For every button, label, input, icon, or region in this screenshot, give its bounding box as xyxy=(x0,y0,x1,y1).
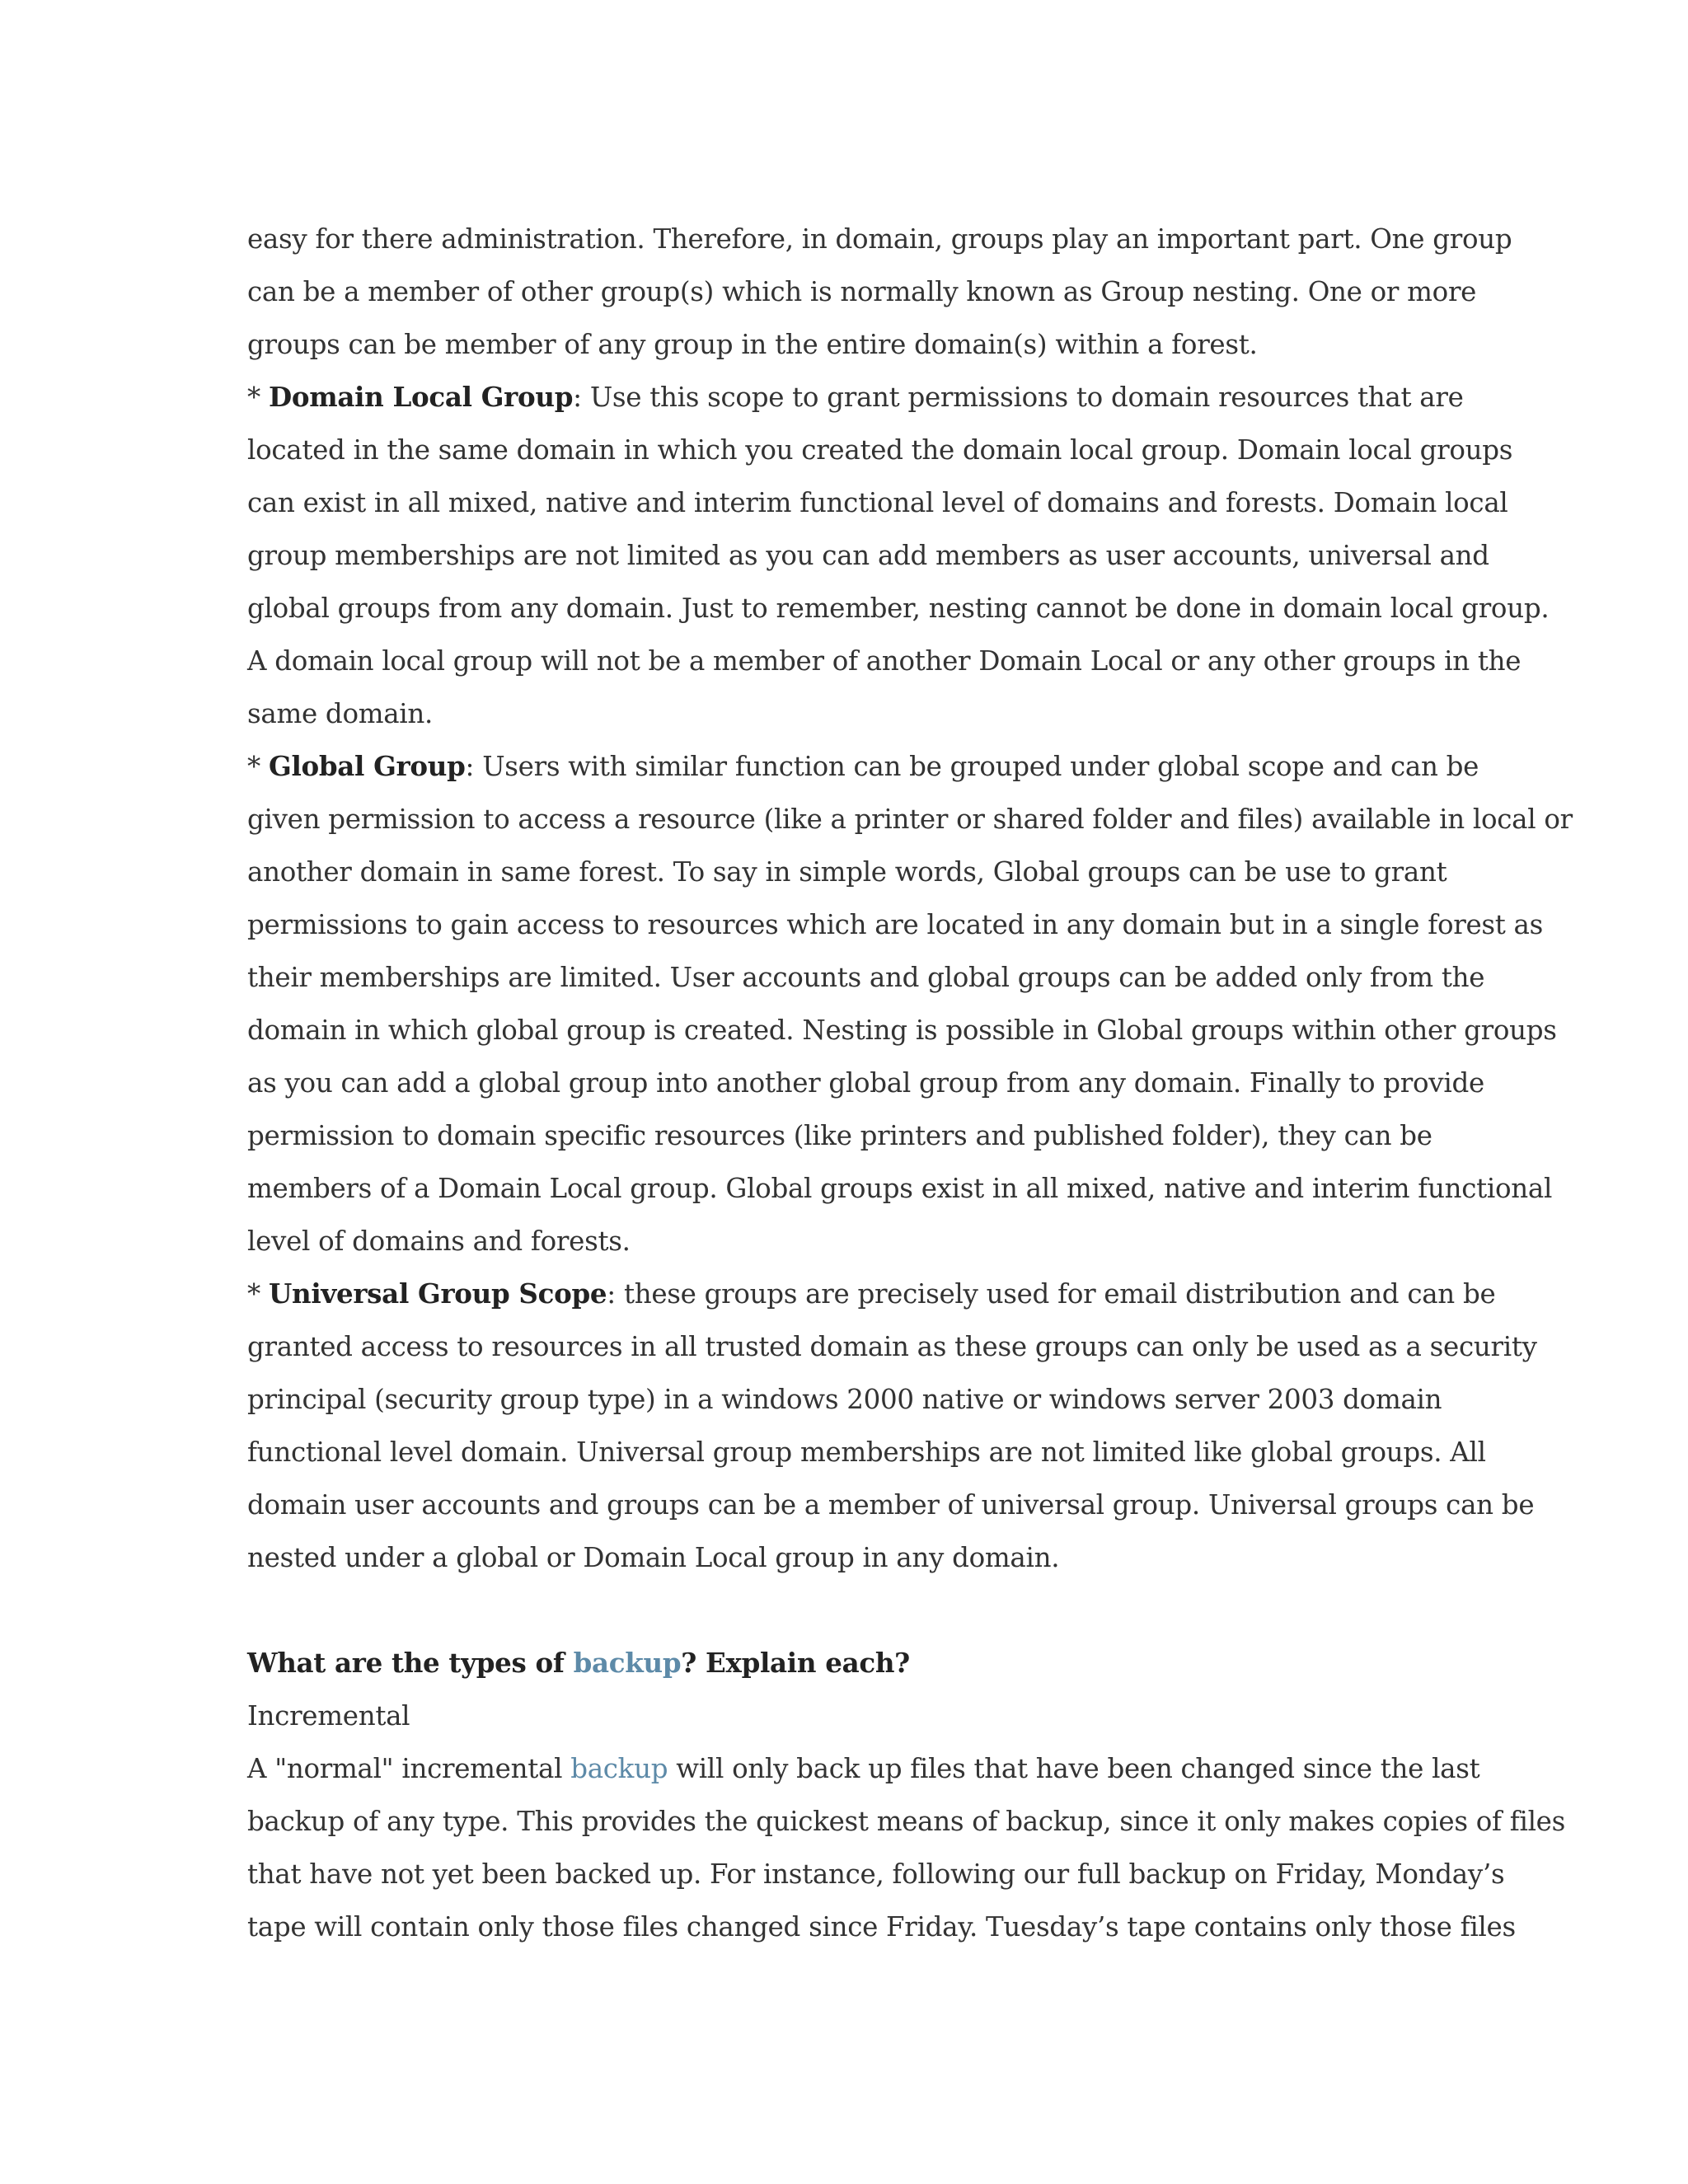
text-line: global groups from any domain. Just to remember, nesting cannot be done in domain local group. xyxy=(247,593,1550,624)
text-fragment: A "normal" incremental xyxy=(247,1753,563,1784)
incremental-heading: Incremental xyxy=(247,1700,410,1732)
text-line: A domain local group will not be a member of another Domain Local or any other groups in the xyxy=(247,645,1522,677)
text-line: given permission to access a resource (like a printer or shared folder and files) available in local or xyxy=(247,804,1573,835)
text-line: members of a Domain Local group. Global groups exist in all mixed, native and interim functional xyxy=(247,1173,1553,1204)
text-line: functional level domain. Universal group memberships are not limited like global groups. All xyxy=(247,1436,1486,1468)
text-line: can be a member of other group(s) which is normally known as Group nesting. One or more xyxy=(247,276,1477,307)
text-line: granted access to resources in all trusted domain as these groups can only be used as a security xyxy=(247,1331,1537,1362)
global-group-paragraph xyxy=(247,740,1573,1268)
text-line: groups can be member of any group in the entire domain(s) within a forest. xyxy=(247,329,1258,360)
universal-group-paragraph xyxy=(247,1268,1537,1584)
text-line xyxy=(247,1742,1480,1795)
question-prefix: What are the types of xyxy=(247,1647,574,1679)
question-suffix: ? Explain each? xyxy=(681,1647,910,1679)
text-line: permission to domain specific resources (like printers and published folder), they can be xyxy=(247,1120,1432,1151)
text-line: principal (security group type) in a windows 2000 native or windows server 2003 domain xyxy=(247,1384,1442,1415)
bullet: * xyxy=(247,382,269,413)
text-line: that have not yet been backed up. For instance, following our full backup on Friday, Monday’s xyxy=(247,1858,1505,1890)
text-line xyxy=(247,371,1464,424)
text-line: domain in which global group is created. Nesting is possible in Global groups within other groups xyxy=(247,1015,1557,1046)
term-domain-local-group: Domain Local Group xyxy=(268,381,574,413)
text-line: their memberships are limited. User accounts and global groups can be added only from the xyxy=(247,962,1485,993)
incremental-section xyxy=(247,1690,1565,1953)
text-line: backup of any type. This provides the quickest means of backup, since it only makes copies of files xyxy=(247,1806,1565,1837)
backup-question-heading xyxy=(247,1637,1442,1690)
text-line: as you can add a global group into another global group from any domain. Finally to provide xyxy=(247,1067,1484,1099)
text-line: nested under a global or Domain Local group in any domain. xyxy=(247,1542,1060,1573)
term-global-group: Global Group xyxy=(268,750,466,782)
text-line: easy for there administration. Therefore, in domain, groups play an important part. One group xyxy=(247,223,1512,255)
text-line: can exist in all mixed, native and interim functional level of domains and forests. Domain local xyxy=(247,487,1508,518)
bullet: * xyxy=(247,1278,269,1310)
text-fragment: : these groups are precisely used for email distribution and can be xyxy=(607,1278,1496,1310)
text-line: group memberships are not limited as you can add members as user accounts, universal and xyxy=(247,540,1489,571)
text-line: tape will contain only those files changed since Friday. Tuesday’s tape contains only those files xyxy=(247,1911,1516,1943)
paragraph-gap xyxy=(247,1584,1442,1637)
text-line xyxy=(247,740,1479,793)
text-line: another domain in same forest. To say in simple words, Global groups can be use to grant xyxy=(247,856,1447,888)
incremental-backup-link[interactable]: backup xyxy=(562,1753,668,1784)
text-line: permissions to gain access to resources which are located in any domain but in a single forest as xyxy=(247,909,1544,940)
text-line: located in the same domain in which you created the domain local group. Domain local groups xyxy=(247,434,1513,466)
text-line: level of domains and forests. xyxy=(247,1226,631,1257)
text-fragment: : Users with similar function can be grouped under global scope and can be xyxy=(465,751,1479,782)
bullet: * xyxy=(247,751,269,782)
text-line: domain user accounts and groups can be a member of universal group. Universal groups can be xyxy=(247,1489,1535,1521)
backup-link[interactable]: backup xyxy=(573,1647,682,1679)
text-fragment: will only back up files that have been changed since the last xyxy=(668,1753,1480,1784)
intro-paragraph xyxy=(247,213,1512,371)
text-fragment: : Use this scope to grant permissions to domain resources that are xyxy=(573,382,1464,413)
text-line: same domain. xyxy=(247,698,434,729)
term-universal-group-scope: Universal Group Scope xyxy=(268,1277,607,1310)
text-line xyxy=(247,1268,1496,1320)
document-page xyxy=(247,213,1573,1953)
domain-local-group-paragraph xyxy=(247,371,1550,740)
